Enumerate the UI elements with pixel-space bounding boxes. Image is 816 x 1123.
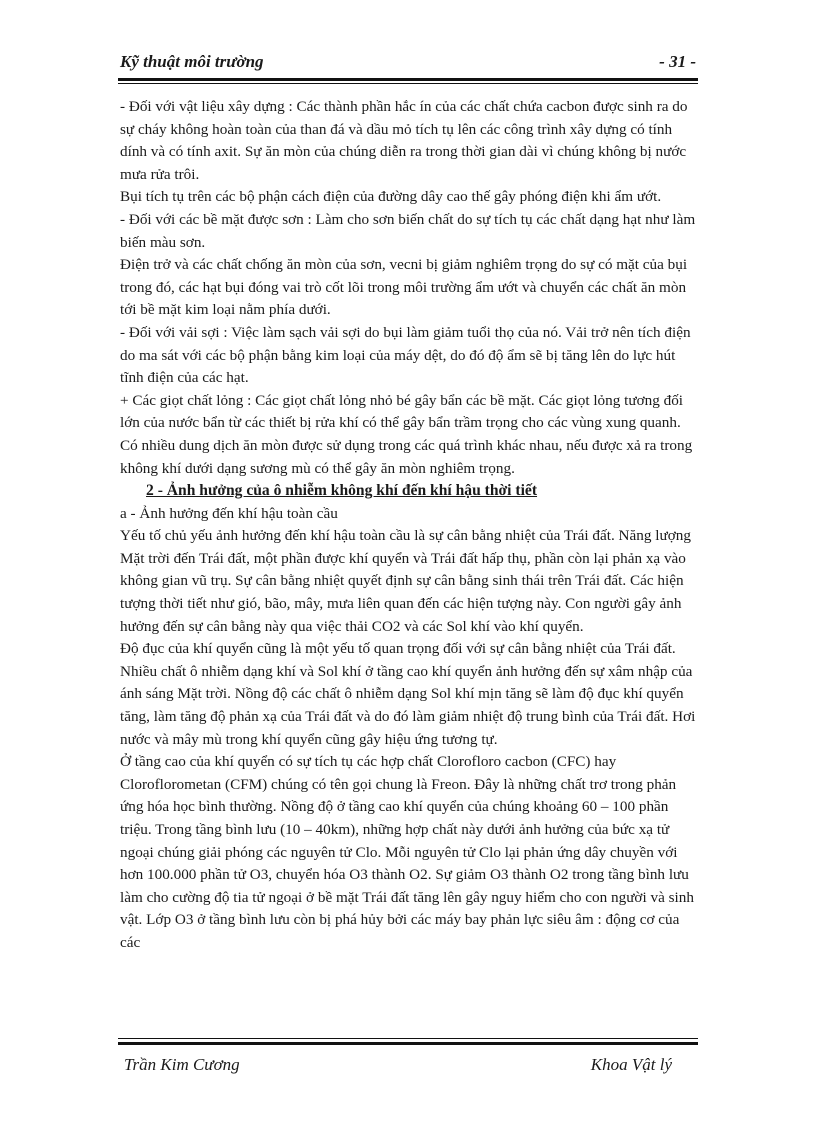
footer-divider [118, 1042, 698, 1045]
paragraph: Có nhiều dung dịch ăn mòn được sử dụng trong các quá trình khác nhau, nếu được xả ra trong không khí dưới dạng sương mù có thể gây ăn mòn nghiêm trọng. [120, 436, 693, 477]
paragraph: - Đối với vải sợi : Việc làm sạch vải sợi do bụi làm giảm tuổi thọ của nó. Vải trở nên tích điện do ma sát với các bộ phận bằng kim loại của máy dệt, do đó độ ẩm sẽ bị tăng lên do lực hút tĩnh điện của các hạt. [120, 323, 691, 387]
section-heading: 2 - Ảnh hưởng của ô nhiễm không khí đến khí hậu thời tiết [146, 482, 538, 500]
footer-divider-thin [118, 1038, 698, 1039]
header-divider-thin [118, 83, 698, 84]
header-divider [118, 78, 698, 81]
header-title: Kỹ thuật môi trường [120, 52, 264, 71]
page-footer [118, 1038, 698, 1078]
document-body [120, 96, 698, 955]
paragraph: + Các giọt chất lỏng : Các giọt chất lỏng nhỏ bé gây bẩn các bề mặt. Các giọt lỏng tương đối lớn của nước bẩn từ các thiết bị rửa khí có thể gây bẩn trầm trọng cho các vùng xung quanh. [120, 391, 684, 432]
paragraph: Bụi tích tụ trên các bộ phận cách điện của đường dây cao thế gây phóng điện khi ẩm ướt. [120, 188, 662, 206]
page-header [118, 48, 698, 78]
subheading: a - Ảnh hưởng đến khí hậu toàn cầu [120, 504, 338, 522]
paragraph: Điện trở và các chất chống ăn mòn của sơn, vecni bị giảm nghiêm trọng do sự có mặt của bụi trong đó, các hạt bụi đóng vai trò cốt lõi trong môi trường ẩm ướt và chuyển các chất ăn mòn tới bề mặt kim loại nằm phía dưới. [120, 256, 688, 319]
paragraph: - Đối với vật liệu xây dựng : Các thành phần hắc ín của các chất chứa cacbon được sinh ra do sự cháy không hoàn toàn của than đá và dầu mỏ tích tụ lên các công trình xây dựng có tính dính và có tính axit. Sự ăn mòn của chúng diễn ra trong thời gian dài vì chúng không bị nước mưa rửa trôi. [120, 98, 688, 183]
page-number: - 31 - [659, 52, 696, 71]
paragraph: - Đối với các bề mặt được sơn : Làm cho sơn biến chất do sự tích tụ các chất dạng hạt như làm biến màu sơn. [120, 210, 696, 251]
paragraph: Yếu tố chủ yếu ảnh hưởng đến khí hậu toàn cầu là sự cân bằng nhiệt của Trái đất. Năng lượng Mặt trời đến Trái đất, một phần được khí quyển và Trái đất hấp thụ, phần còn lại phản xạ vào không gian vũ trụ. Sự cân bằng nhiệt quyết định sự cân bằng sinh thái trên Trái đất. Các hiện tượng thời tiết như gió, bão, mây, mưa liên quan đến các hiện tượng này. Con người gây ảnh hưởng đến sự cân bằng này qua việc thải CO2 và các Sol khí vào khí quyển. [120, 527, 691, 635]
footer-department: Khoa Vật lý [590, 1055, 672, 1074]
paragraph: Độ đục của khí quyển cũng là một yếu tố quan trọng đối với sự cân bằng nhiệt của Trái đất. Nhiều chất ô nhiễm dạng khí và Sol khí ở tầng cao khí quyển ảnh hưởng đến sự xâm nhập của ánh sáng Mặt trời. Nồng độ các chất ô nhiễm dạng Sol khí mịn tăng sẽ làm độ đục khí quyển tăng, làm tăng độ phản xạ của Trái đất và do đó làm giảm nhiệt độ trung bình của Trái đất. Hơi nước và mây mù trong khí quyển cũng gây hiệu ứng tương tự. [120, 640, 696, 748]
footer-author: Trần Kim Cương [124, 1055, 240, 1074]
paragraph: Ở tầng cao của khí quyển có sự tích tụ các hợp chất Clorofloro cacbon (CFC) hay Cloroflorometan (CFM) chúng có tên gọi chung là Freon. Đây là những chất trơ trong phản ứng hóa học bình thường. Nồng độ ở tầng cao khí quyển của chúng khoảng 60 – 100 phần triệu. Trong tầng bình lưu (10 – 40km), những hợp chất này dưới ảnh hưởng của bức xạ tử ngoại chúng giải phóng các nguyên tử Clo. Mỗi nguyên tử Clo lại phản ứng dây chuyền với hơn 100.000 phần tử O3, chuyển hóa O3 thành O2. Sự giảm O3 thành O2 trong tầng bình lưu làm cho cường độ tia tử ngoại ở bề mặt Trái đất tăng lên gây nguy hiểm cho con người và sinh vật. Lớp O3 ở tầng bình lưu còn bị phá hủy bởi các máy bay phản lực siêu âm : động cơ của các [120, 753, 694, 951]
